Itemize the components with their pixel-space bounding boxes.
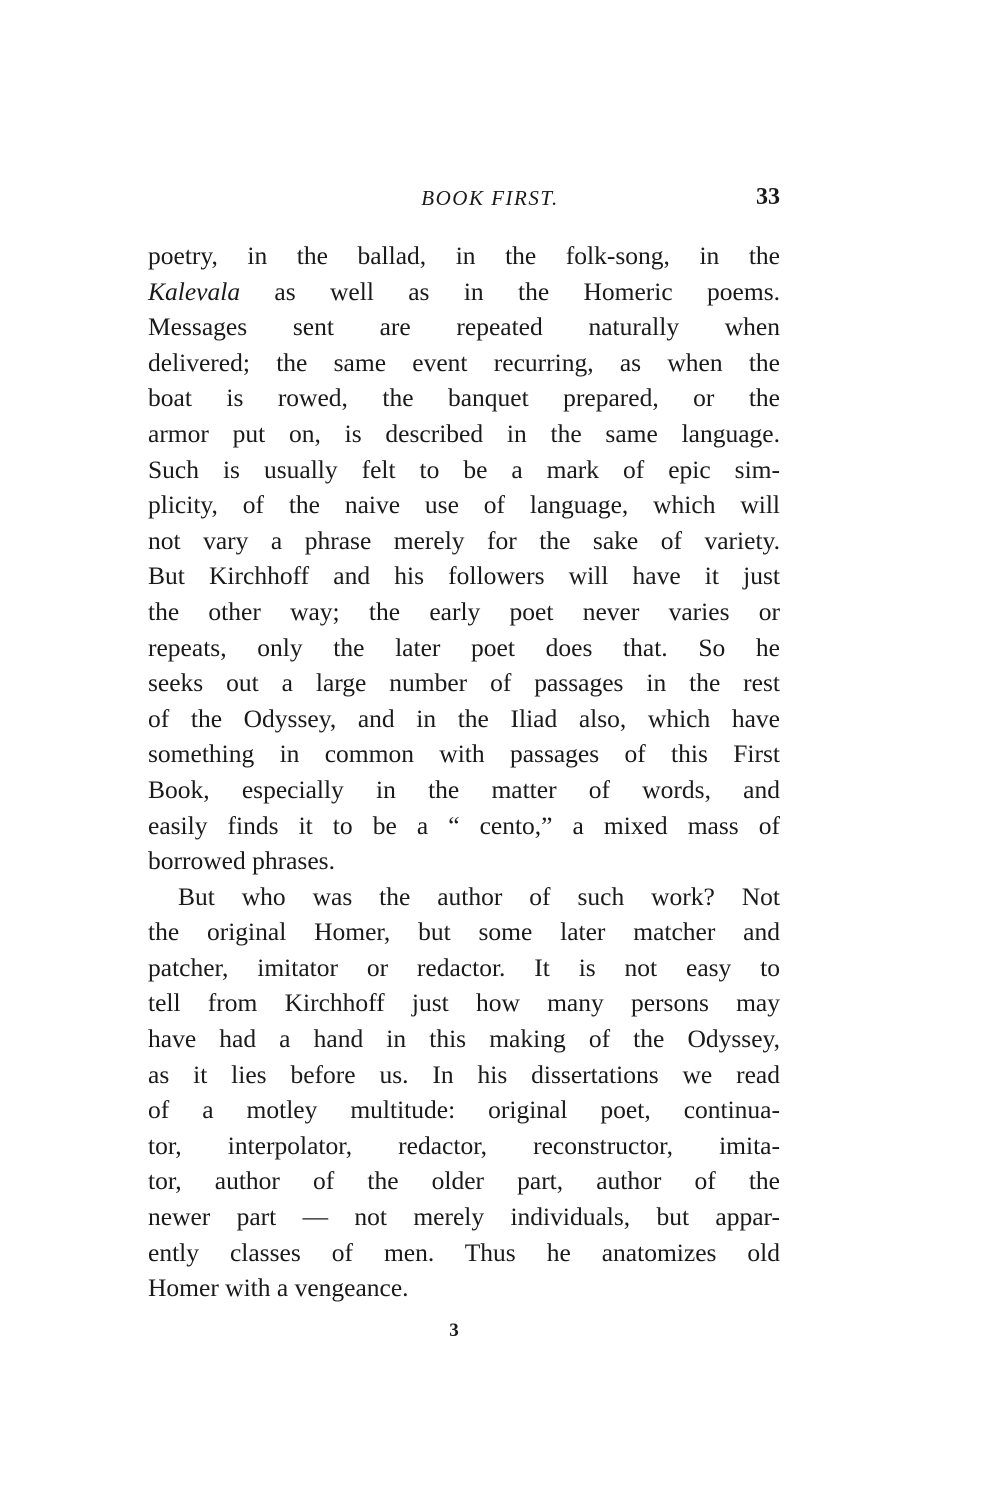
text-line: boat is rowed, the banquet prepared, or the: [148, 383, 780, 413]
running-title: BOOK FIRST.: [421, 186, 559, 210]
text-line: of a motley multitude: original poet, continua-: [148, 1095, 780, 1125]
text-line: Homer with a vengeance.: [148, 1273, 409, 1303]
text-line: easily finds it to be a “ cento,” a mixed mass of: [148, 810, 780, 840]
text-line: repeats, only the later poet does that. So he: [148, 632, 780, 662]
text-line: the other way; the early poet never varies or: [148, 596, 780, 626]
text-line: something in common with passages of this First: [148, 739, 780, 769]
page-number: 33: [756, 184, 780, 210]
text-line: newer part — not merely individuals, but appar-: [148, 1202, 780, 1232]
text-line: delivered; the same event recurring, as when the: [148, 347, 780, 377]
body-text: [148, 238, 780, 1306]
text-line: seeks out a large number of passages in the rest: [148, 668, 780, 698]
text-line: have had a hand in this making of the Odyssey,: [148, 1024, 780, 1054]
text-line: tor, interpolator, redactor, reconstructor, imita-: [148, 1130, 780, 1160]
text-line: But who was the author of such work? Not: [178, 881, 780, 911]
text-line: patcher, imitator or redactor. It is not easy to: [148, 952, 780, 982]
text-line-rest: as well as in the Homeric poems.: [240, 276, 780, 306]
text-line: tor, author of the older part, author of the: [148, 1166, 780, 1196]
text-line: not vary a phrase merely for the sake of variety.: [148, 525, 780, 555]
text-line: as it lies before us. In his dissertations we read: [148, 1059, 780, 1089]
text-line: tell from Kirchhoff just how many persons may: [148, 988, 780, 1018]
text-line: borrowed phrases.: [148, 846, 335, 876]
text-line: Such is usually felt to be a mark of epic sim-: [148, 454, 780, 484]
text-line: the original Homer, but some later matcher and: [148, 917, 780, 947]
text-line: plicity, of the naive use of language, which will: [148, 490, 780, 520]
paragraph-2: [148, 879, 780, 1306]
text-line: Book, especially in the matter of words, and: [148, 774, 780, 804]
text-line: Messages sent are repeated naturally when: [148, 312, 780, 342]
text-line: of the Odyssey, and in the Iliad also, which have: [148, 703, 780, 733]
text-line: But Kirchhoff and his followers will have it just: [148, 561, 780, 591]
paragraph-1: [148, 238, 780, 879]
running-head: [148, 184, 780, 216]
text-line: ently classes of men. Thus he anatomizes old: [148, 1237, 780, 1267]
italic-title-kalevala: Kalevala: [148, 276, 241, 306]
text-line: armor put on, is described in the same language.: [148, 418, 780, 448]
text-line: poetry, in the ballad, in the folk-song, in the: [148, 241, 780, 270]
text-line: [148, 274, 780, 310]
signature-mark: 3: [449, 1320, 459, 1341]
